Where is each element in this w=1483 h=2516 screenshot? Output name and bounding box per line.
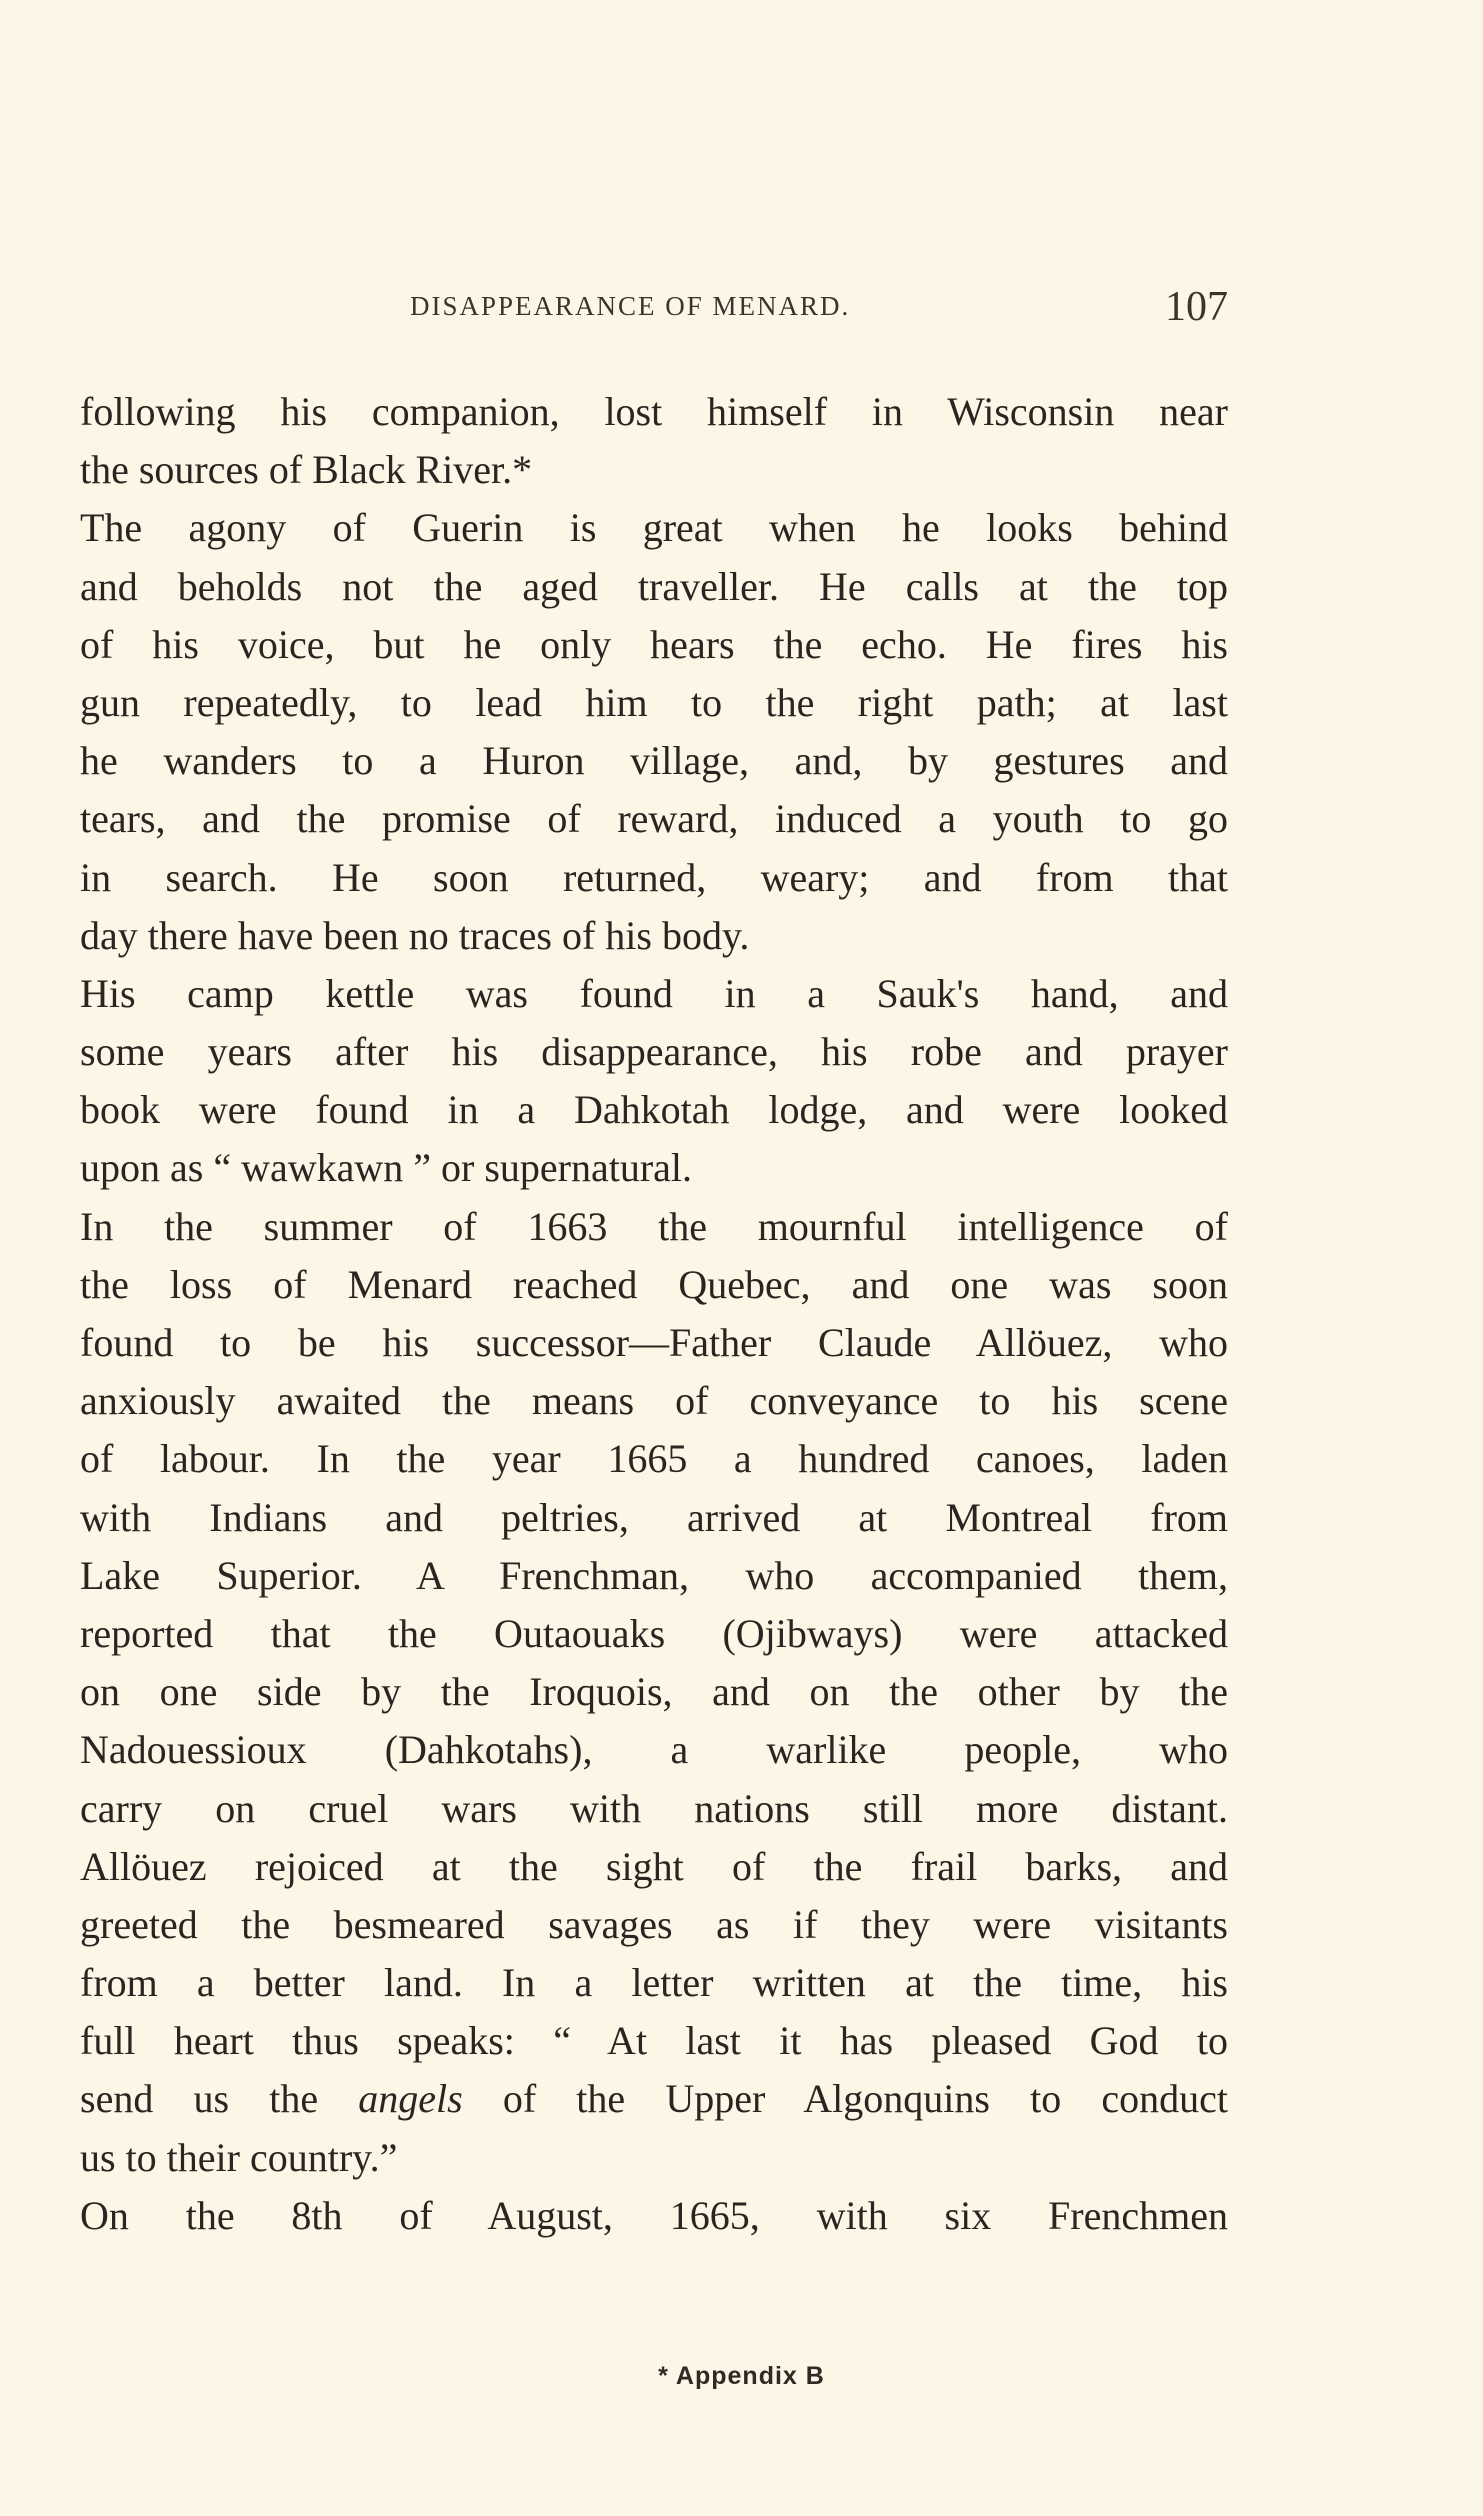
text-line: tears, and the promise of reward, induced a youth to go xyxy=(80,796,1228,842)
text-line: Allöuez rejoiced at the sight of the frail barks, and xyxy=(80,1843,1228,1889)
text-line: some years after his disappearance, his robe and prayer xyxy=(80,1029,1228,1075)
text-segment: of the Upper Algonquins to conduct xyxy=(462,2076,1228,2122)
text-line: full heart thus speaks: “ At last it has pleased God to xyxy=(80,2018,1228,2064)
running-title: DISAPPEARANCE OF MENARD. xyxy=(410,291,851,321)
text-line: day there have been no traces of his body. xyxy=(80,912,750,958)
text-line: the loss of Menard reached Quebec, and one was soon xyxy=(80,1261,1228,1307)
text-line: book were found in a Dahkotah lodge, and were looked xyxy=(80,1087,1228,1133)
text-line: carry on cruel wars with nations still more distant. xyxy=(80,1785,1228,1831)
text-line-with-italic xyxy=(80,2070,1228,2128)
text-line: on one side by the Iroquois, and on the other by the xyxy=(80,1669,1228,1715)
text-line: found to be his successor—Father Claude Allöuez, who xyxy=(80,1320,1228,1365)
body-text xyxy=(80,383,1228,2245)
text-line: greeted the besmeared savages as if they were visitants xyxy=(80,1901,1228,1947)
text-line: in search. He soon returned, weary; and from that xyxy=(80,854,1228,900)
running-head xyxy=(80,283,1228,343)
text-segment: send us the xyxy=(80,2076,359,2122)
text-line: of his voice, but he only hears the echo. He fires his xyxy=(80,621,1228,667)
text-line: His camp kettle was found in a Sauk's hand, and xyxy=(80,970,1228,1016)
text-line: with Indians and peltries, arrived at Montreal from xyxy=(80,1494,1228,1540)
text-line: and beholds not the aged traveller. He calls at the top xyxy=(80,563,1228,609)
text-line: following his companion, lost himself in Wisconsin near xyxy=(80,389,1228,434)
text-line: Nadouessioux (Dahkotahs), a warlike people, who xyxy=(80,1727,1228,1773)
text-line: of labour. In the year 1665 a hundred canoes, laden xyxy=(80,1436,1228,1482)
page-number: 107 xyxy=(1165,284,1228,330)
text-line: reported that the Outaouaks (Ojibways) were attacked xyxy=(80,1610,1228,1656)
italic-word: angels xyxy=(358,2076,463,2122)
footnote: * Appendix B xyxy=(658,2362,825,2390)
text-line: The agony of Guerin is great when he looks behind xyxy=(80,505,1228,551)
text-line: he wanders to a Huron village, and, by gestures and xyxy=(80,738,1228,784)
text-line: Lake Superior. A Frenchman, who accompanied them, xyxy=(80,1552,1228,1598)
text-line: the sources of Black River.* xyxy=(80,447,533,493)
text-line: anxiously awaited the means of conveyance to his scene xyxy=(80,1378,1228,1424)
text-line: On the 8th of August, 1665, with six Frenchmen xyxy=(80,2192,1228,2238)
text-line: upon as “ wawkawn ” or supernatural. xyxy=(80,1145,693,1191)
text-line: In the summer of 1663 the mournful intelligence of xyxy=(80,1203,1228,1249)
text-line: from a better land. In a letter written at the time, his xyxy=(80,1960,1228,2006)
text-line: us to their country.” xyxy=(80,2134,398,2180)
text-line: gun repeatedly, to lead him to the right path; at last xyxy=(80,679,1228,725)
